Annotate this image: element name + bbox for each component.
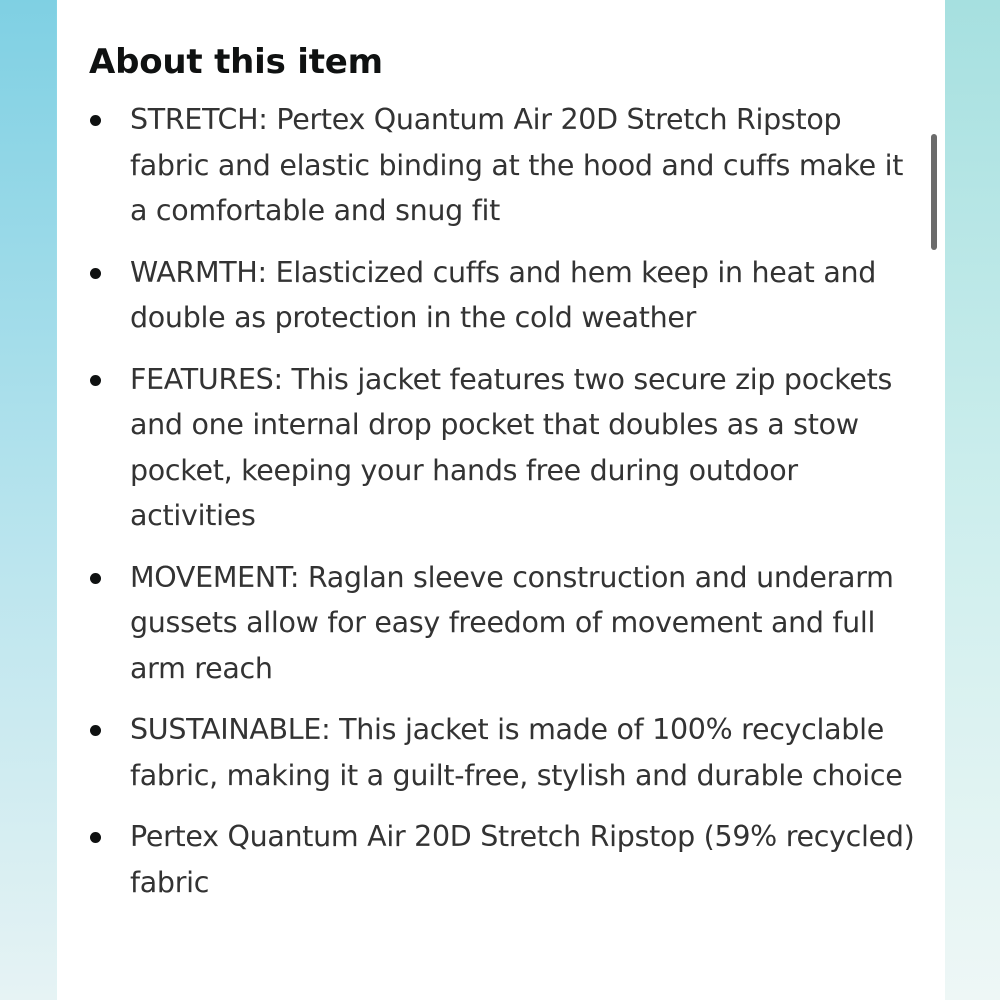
bullet-dot-icon [90, 832, 101, 843]
bullet-dot-icon [90, 268, 101, 279]
bullet-dot-icon [90, 573, 101, 584]
background-right [944, 0, 1000, 1000]
list-item [57, 555, 945, 692]
list-item [57, 250, 945, 341]
bullet-text: WARMTH: Elasticized cuffs and hem keep in heat and double as protection in the cold weather [130, 255, 877, 334]
list-item [57, 357, 945, 539]
section-title: About this item [89, 42, 383, 82]
bullet-dot-icon [90, 725, 101, 736]
list-item [57, 97, 945, 234]
bullet-dot-icon [90, 375, 101, 386]
list-item [57, 814, 945, 905]
scrollbar-thumb[interactable] [931, 134, 937, 250]
bullet-text: Pertex Quantum Air 20D Stretch Ripstop (59% recycled) fabric [130, 820, 915, 899]
background-left [0, 0, 56, 1000]
about-item-panel [57, 0, 945, 1000]
bullet-text: MOVEMENT: Raglan sleeve construction and underarm gussets allow for easy freedom of movement and full arm reach [130, 560, 894, 685]
feature-bullet-list [57, 97, 945, 921]
list-item [57, 707, 945, 798]
bullet-dot-icon [90, 115, 101, 126]
bullet-text: STRETCH: Pertex Quantum Air 20D Stretch Ripstop fabric and elastic binding at the hood and cuffs make it a comfortable and snug fit [130, 103, 904, 227]
bullet-text: SUSTAINABLE: This jacket is made of 100% recyclable fabric, making it a guilt-free, stylish and durable choice [130, 713, 903, 792]
bullet-text: FEATURES: This jacket features two secure zip pockets and one internal drop pocket that doubles as a stow pocket, keeping your hands free during outdoor activities [130, 362, 893, 532]
